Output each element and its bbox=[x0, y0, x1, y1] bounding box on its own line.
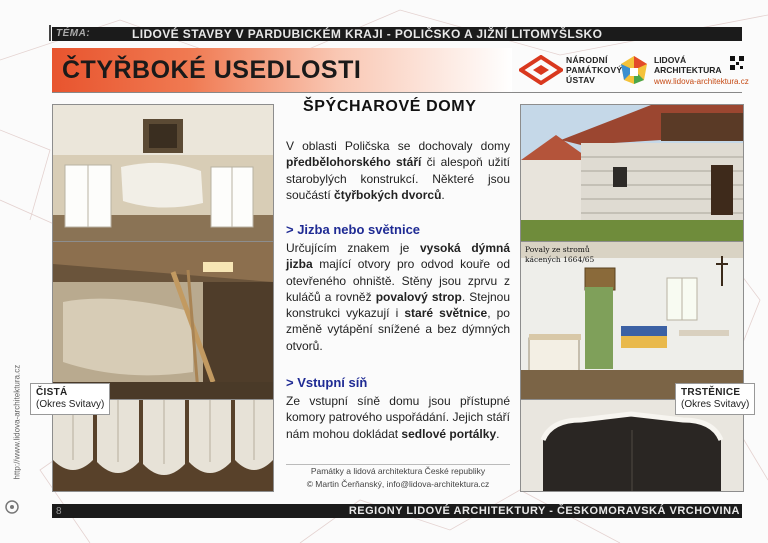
photo-interior-wall bbox=[52, 104, 274, 243]
la-line-1: LIDOVÁ bbox=[654, 55, 687, 65]
photo-note bbox=[525, 245, 594, 265]
lidova-architektura-url[interactable]: www.lidova-architektura.cz bbox=[654, 77, 749, 86]
intro-run: . bbox=[441, 187, 445, 202]
side-logo-icon bbox=[5, 500, 19, 514]
photo-note-line-1: Povaly ze stromů bbox=[525, 245, 590, 254]
right-caption-district: (Okres Svitavy) bbox=[681, 399, 750, 410]
para1-run: vysoká dýmná jizba bbox=[286, 241, 510, 272]
npu-line-2: PAMÁTKOVÝ bbox=[566, 65, 623, 75]
credit-line-1: Památky a lidová architektura České republiky bbox=[310, 466, 486, 476]
npu-logo-icon bbox=[519, 55, 563, 85]
subheading-vstupni-sin: > Vstupní síň bbox=[286, 375, 368, 390]
jizba-paragraph bbox=[286, 240, 510, 354]
subheading-jizba: > Jizba nebo světnice bbox=[286, 222, 421, 237]
para1-run: staré světnice bbox=[404, 306, 488, 321]
photo-farmhouse-exterior bbox=[520, 104, 744, 243]
para1-run: . Stejnou konstrukci vykazují i bbox=[286, 289, 511, 321]
page-title: ČTYŘBOKÉ USEDLOSTI bbox=[62, 56, 362, 84]
tema-label: TÉMA: bbox=[56, 28, 91, 39]
title-divider bbox=[52, 92, 742, 93]
para1-run: Určujícím znakem je bbox=[286, 241, 420, 255]
tema-title: LIDOVÉ STAVBY V PARDUBICKÉM KRAJI - POLIČSKO A JIŽNÍ LITOMYŠLSKO bbox=[132, 27, 603, 41]
lidova-architektura-logo-icon[interactable] bbox=[618, 54, 650, 86]
npu-line-1: NÁRODNÍ bbox=[566, 55, 608, 65]
section-title: ŠPÝCHAROVÉ DOMY bbox=[303, 98, 477, 115]
header-edge-mark bbox=[49, 25, 51, 41]
intro-run: čtyřbokých dvorců bbox=[334, 187, 442, 202]
photo-room-interior bbox=[520, 241, 744, 401]
left-caption-place: ČISTÁ bbox=[36, 387, 68, 398]
left-photo-caption bbox=[30, 383, 110, 415]
photo-note-line-2: kácených 1664/65 bbox=[525, 255, 595, 264]
intro-run: předbělohorského stáří bbox=[286, 155, 422, 170]
intro-run: V oblasti Poličska se dochovaly domy bbox=[286, 139, 510, 153]
right-caption-place: TRSTĚNICE bbox=[681, 387, 741, 398]
credit-line-2: © Martin Čerňanský, info@lidova-architektura.cz bbox=[306, 479, 490, 489]
qr-code-icon bbox=[730, 56, 744, 70]
para2-run: sedlové portálky bbox=[401, 426, 497, 441]
vstupni-sin-paragraph bbox=[286, 393, 510, 442]
para2-run: . bbox=[496, 426, 500, 441]
photo-attic-beams bbox=[52, 241, 274, 401]
npu-line-3: ÚSTAV bbox=[566, 75, 596, 85]
la-line-2: ARCHITEKTURA bbox=[654, 65, 722, 75]
para2-run: Ze vstupní síně domu jsou přístupné komory patrového uspořádání. Jejich stáří nám mohou dokládat bbox=[286, 394, 510, 441]
left-caption-district: (Okres Svitavy) bbox=[36, 399, 105, 410]
intro-run: či alespoň užití starobylých konstrukcí. Některé jsou součástí bbox=[286, 155, 510, 202]
para1-run: povalový strop bbox=[375, 289, 462, 304]
lidova-architektura-logo-text bbox=[654, 55, 722, 75]
footer-title: REGIONY LIDOVÉ ARCHITEKTURY - ČESKOMORAVSKÁ VRCHOVINA bbox=[348, 505, 740, 517]
npu-logo-text bbox=[566, 55, 622, 85]
para1-run: , po změně vytápění snížené a bez dýmných otvorů. bbox=[286, 306, 510, 353]
right-photo-caption bbox=[675, 383, 755, 415]
para1-run: mající otvory pro odvod kouře od otevřeného ohniště. Stěny jsou zprvu z kuláčů a rovněž bbox=[286, 257, 510, 304]
side-url[interactable]: http://www.lidova-architektura.cz bbox=[12, 364, 22, 480]
page-number: 8 bbox=[56, 506, 62, 517]
intro-paragraph bbox=[286, 138, 510, 203]
